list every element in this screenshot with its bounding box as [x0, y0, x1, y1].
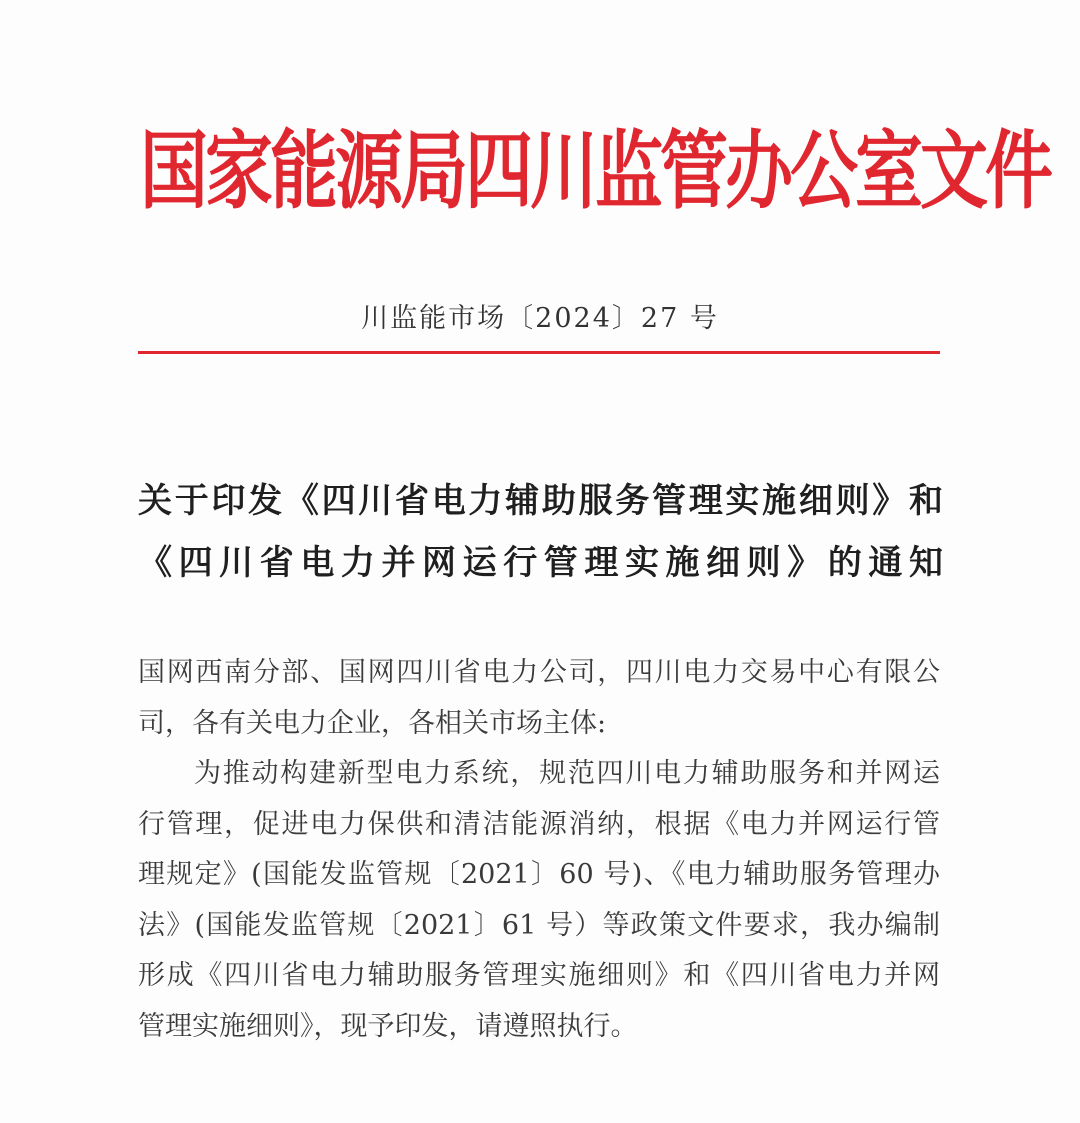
- paragraph-line-1: 为推动构建新型电力系统，规范四川电力辅助服务和并网运: [194, 758, 940, 789]
- paragraph-line-6: 管理实施细则》，现予印发，请遵照执行。: [138, 1010, 638, 1042]
- addressee-line-2: 司，各有关电力企业，各相关市场主体:: [138, 707, 607, 739]
- title-line-1: 关于印发《四川省电力辅助服务管理实施细则》和: [138, 481, 942, 521]
- issuer-masthead: 国家能源局四川监管办公室文件: [140, 123, 1051, 222]
- document-number: 川监能市场〔2024〕27 号: [361, 303, 719, 334]
- paragraph-line-3: 理规定》(国能发监管规〔2021〕60 号)、《电力辅助服务管理办: [138, 859, 940, 890]
- document-body: [138, 648, 940, 1052]
- paragraph-line-4: 法》(国能发监管规〔2021〕61 号）等政策文件要求，我办编制: [138, 909, 940, 941]
- addressee-line-1: 国网西南分部、国网四川省电力公司，四川电力交易中心有限公: [138, 657, 940, 688]
- paragraph-line-2: 行管理，促进电力保供和清洁能源消纳，根据《电力并网运行管: [138, 808, 940, 840]
- red-divider-line: [138, 351, 940, 354]
- document-title: [138, 470, 942, 594]
- paragraph-line-5: 形成《四川省电力辅助服务管理实施细则》和《四川省电力并网: [138, 960, 940, 991]
- title-line-2: 《四川省电力并网运行管理实施细则》的通知: [138, 543, 942, 583]
